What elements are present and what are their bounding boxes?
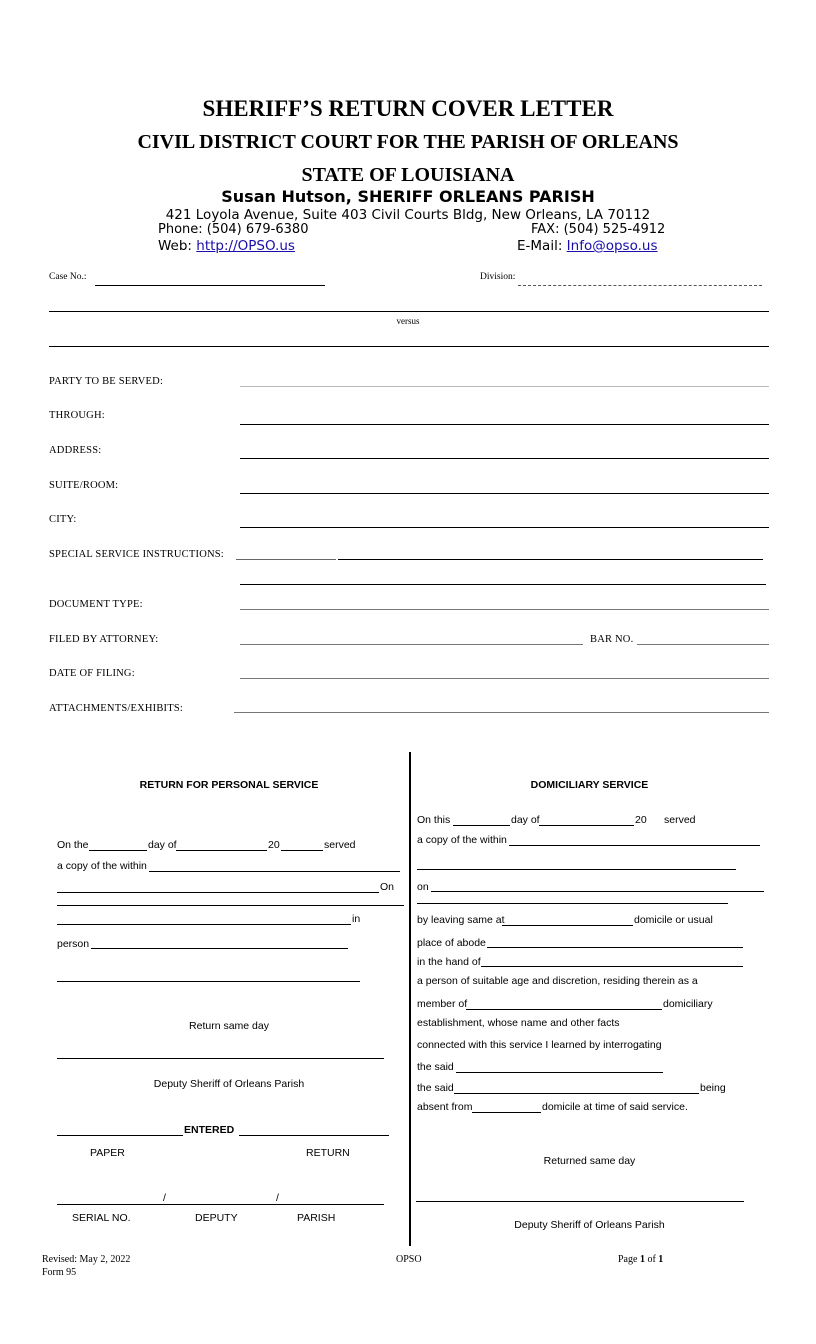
domiciliary-title: DOMICILIARY SERVICE xyxy=(530,779,649,791)
ps-person: person xyxy=(57,938,90,950)
ds-being: being xyxy=(700,1082,726,1094)
footer-opso: OPSO xyxy=(396,1254,422,1265)
suite-label: SUITE/ROOM: xyxy=(49,480,119,491)
bar-no-label: BAR NO. xyxy=(590,634,634,645)
ps-served: served xyxy=(324,839,356,851)
special-line-a[interactable] xyxy=(236,559,336,560)
ps-parish: PARISH xyxy=(297,1212,336,1224)
ds-line-3[interactable] xyxy=(417,903,728,904)
email: E-Mail: Info@opso.us xyxy=(517,238,658,254)
ps-line-3[interactable] xyxy=(57,981,360,982)
fax: FAX: (504) 525-4912 xyxy=(531,222,666,237)
web-link[interactable]: http://OPSO.us xyxy=(196,238,295,254)
case-no-label: Case No.: xyxy=(49,272,87,282)
defendant-line[interactable] xyxy=(49,346,769,347)
phone: Phone: (504) 679-6380 xyxy=(158,222,309,237)
ps-paper: PAPER xyxy=(90,1147,125,1159)
through-line[interactable] xyxy=(240,424,769,425)
ds-the-said-2: the said xyxy=(417,1082,454,1094)
ds-served: served xyxy=(664,814,696,826)
ps-deputy-short: DEPUTY xyxy=(195,1212,238,1224)
ds-absent-from: absent from xyxy=(417,1101,473,1113)
ds-suitable: a person of suitable age and discretion, residing therein as a xyxy=(417,975,698,987)
plaintiff-line[interactable] xyxy=(49,311,769,312)
ps-signature-line[interactable] xyxy=(57,1058,384,1059)
ds-establishment: establishment, whose name and other facts xyxy=(417,1017,620,1029)
state-name: STATE OF LOUISIANA xyxy=(301,164,515,186)
case-no-line[interactable] xyxy=(95,285,325,286)
ps-on-the: On the xyxy=(57,839,89,851)
sheriff-name: Susan Hutson, SHERIFF ORLEANS PARISH xyxy=(221,187,595,206)
suite-line[interactable] xyxy=(240,493,769,494)
ds-said-line-2[interactable] xyxy=(454,1093,699,1094)
division-line[interactable] xyxy=(518,285,762,286)
special-line-2[interactable] xyxy=(240,584,766,585)
ds-abode-line[interactable] xyxy=(487,947,743,948)
through-label: THROUGH: xyxy=(49,410,105,421)
ds-copy-line[interactable] xyxy=(509,845,760,846)
special-line-b[interactable] xyxy=(338,559,763,560)
ds-domicile-time: domicile at time of said service. xyxy=(542,1101,688,1113)
bar-no-line[interactable] xyxy=(637,644,769,645)
ds-deputy: Deputy Sheriff of Orleans Parish xyxy=(514,1219,665,1231)
email-link[interactable]: Info@opso.us xyxy=(566,238,658,254)
ds-absent-line[interactable] xyxy=(472,1112,541,1113)
ds-day-of: day of xyxy=(511,814,540,826)
ps-return: RETURN xyxy=(306,1147,350,1159)
ds-year: 20 xyxy=(635,814,647,826)
ps-year: 20 xyxy=(268,839,280,851)
ps-day-line[interactable] xyxy=(89,850,147,851)
doc-type-line[interactable] xyxy=(240,609,769,610)
ds-on: on xyxy=(417,881,429,893)
ps-serial-line[interactable] xyxy=(57,1204,384,1205)
date-filing-label: DATE OF FILING: xyxy=(49,668,135,679)
ds-leaving: by leaving same at xyxy=(417,914,505,926)
personal-title: RETURN FOR PERSONAL SERVICE xyxy=(139,779,319,791)
footer-revised: Revised: May 2, 2022 xyxy=(42,1254,131,1265)
ds-member-of: member of xyxy=(417,998,468,1010)
versus-label: versus xyxy=(396,316,420,326)
party-line[interactable] xyxy=(240,386,769,387)
city-line[interactable] xyxy=(240,527,769,528)
ps-return-same-day: Return same day xyxy=(189,1020,269,1032)
ps-in-line[interactable] xyxy=(57,924,351,925)
ps-paper-line[interactable] xyxy=(57,1135,183,1136)
ps-person-line[interactable] xyxy=(91,948,348,949)
ds-in-hand: in the hand of xyxy=(417,956,481,968)
ds-copy: a copy of the within xyxy=(417,834,507,846)
filed-by-line[interactable] xyxy=(240,644,583,645)
ds-the-said-1: the said xyxy=(417,1061,454,1073)
column-divider xyxy=(409,752,411,1246)
division-label: Division: xyxy=(480,272,516,282)
ds-domicile-usual: domicile or usual xyxy=(634,914,713,926)
footer-form: Form 95 xyxy=(42,1267,77,1278)
filed-by-label: FILED BY ATTORNEY: xyxy=(49,634,159,645)
ps-entered: ENTERED xyxy=(184,1124,235,1136)
doc-type-label: DOCUMENT TYPE: xyxy=(49,599,143,610)
address-label: ADDRESS: xyxy=(49,445,102,456)
ps-copy: a copy of the within xyxy=(57,860,147,872)
date-filing-line[interactable] xyxy=(240,678,769,679)
ds-leaving-line[interactable] xyxy=(502,925,633,926)
form-title: SHERIFF’S RETURN COVER LETTER xyxy=(202,96,614,121)
ds-place-abode: place of abode xyxy=(417,937,486,949)
ds-month-line[interactable] xyxy=(539,825,634,826)
attachments-line[interactable] xyxy=(234,712,769,713)
party-label: PARTY TO BE SERVED: xyxy=(49,376,164,387)
ds-on-this: On this xyxy=(417,814,451,826)
ds-hand-line[interactable] xyxy=(481,966,743,967)
ps-on: On xyxy=(380,881,395,893)
ds-signature-line[interactable] xyxy=(416,1201,744,1202)
ps-year-line[interactable] xyxy=(281,850,323,851)
ds-returned-same-day: Returned same day xyxy=(543,1155,636,1167)
court-name: CIVIL DISTRICT COURT FOR THE PARISH OF ORLEANS xyxy=(137,131,679,153)
ps-in: in xyxy=(352,913,361,925)
footer-page: Page 1 of 1 xyxy=(618,1254,664,1265)
ps-month-line[interactable] xyxy=(176,850,267,851)
address-line[interactable] xyxy=(240,458,769,459)
ds-domiciliary: domiciliary xyxy=(663,998,713,1010)
ds-member-line[interactable] xyxy=(466,1009,662,1010)
ds-said-line-1[interactable] xyxy=(456,1072,663,1073)
ps-on-line[interactable] xyxy=(57,892,379,893)
ps-slash-1: / xyxy=(163,1192,166,1204)
ps-slash-2: / xyxy=(276,1192,279,1204)
city-label: CITY: xyxy=(49,514,77,525)
ps-serial: SERIAL NO. xyxy=(72,1212,131,1224)
sheriff-address: 421 Loyola Avenue, Suite 403 Civil Courts Bldg, New Orleans, LA 70112 xyxy=(165,207,651,223)
ps-line-2[interactable] xyxy=(57,905,404,906)
web: Web: http://OPSO.us xyxy=(158,238,295,254)
ds-on-line[interactable] xyxy=(431,891,764,892)
ps-copy-line[interactable] xyxy=(149,871,400,872)
special-label: SPECIAL SERVICE INSTRUCTIONS: xyxy=(49,549,224,560)
ps-return-line[interactable] xyxy=(239,1135,389,1136)
ds-day-line[interactable] xyxy=(453,825,510,826)
ds-line-2[interactable] xyxy=(417,869,736,870)
attachments-label: ATTACHMENTS/EXHIBITS: xyxy=(49,703,184,714)
ps-day-of: day of xyxy=(148,839,177,851)
ds-connected: connected with this service I learned by interrogating xyxy=(417,1039,662,1051)
ps-deputy: Deputy Sheriff of Orleans Parish xyxy=(153,1078,305,1090)
